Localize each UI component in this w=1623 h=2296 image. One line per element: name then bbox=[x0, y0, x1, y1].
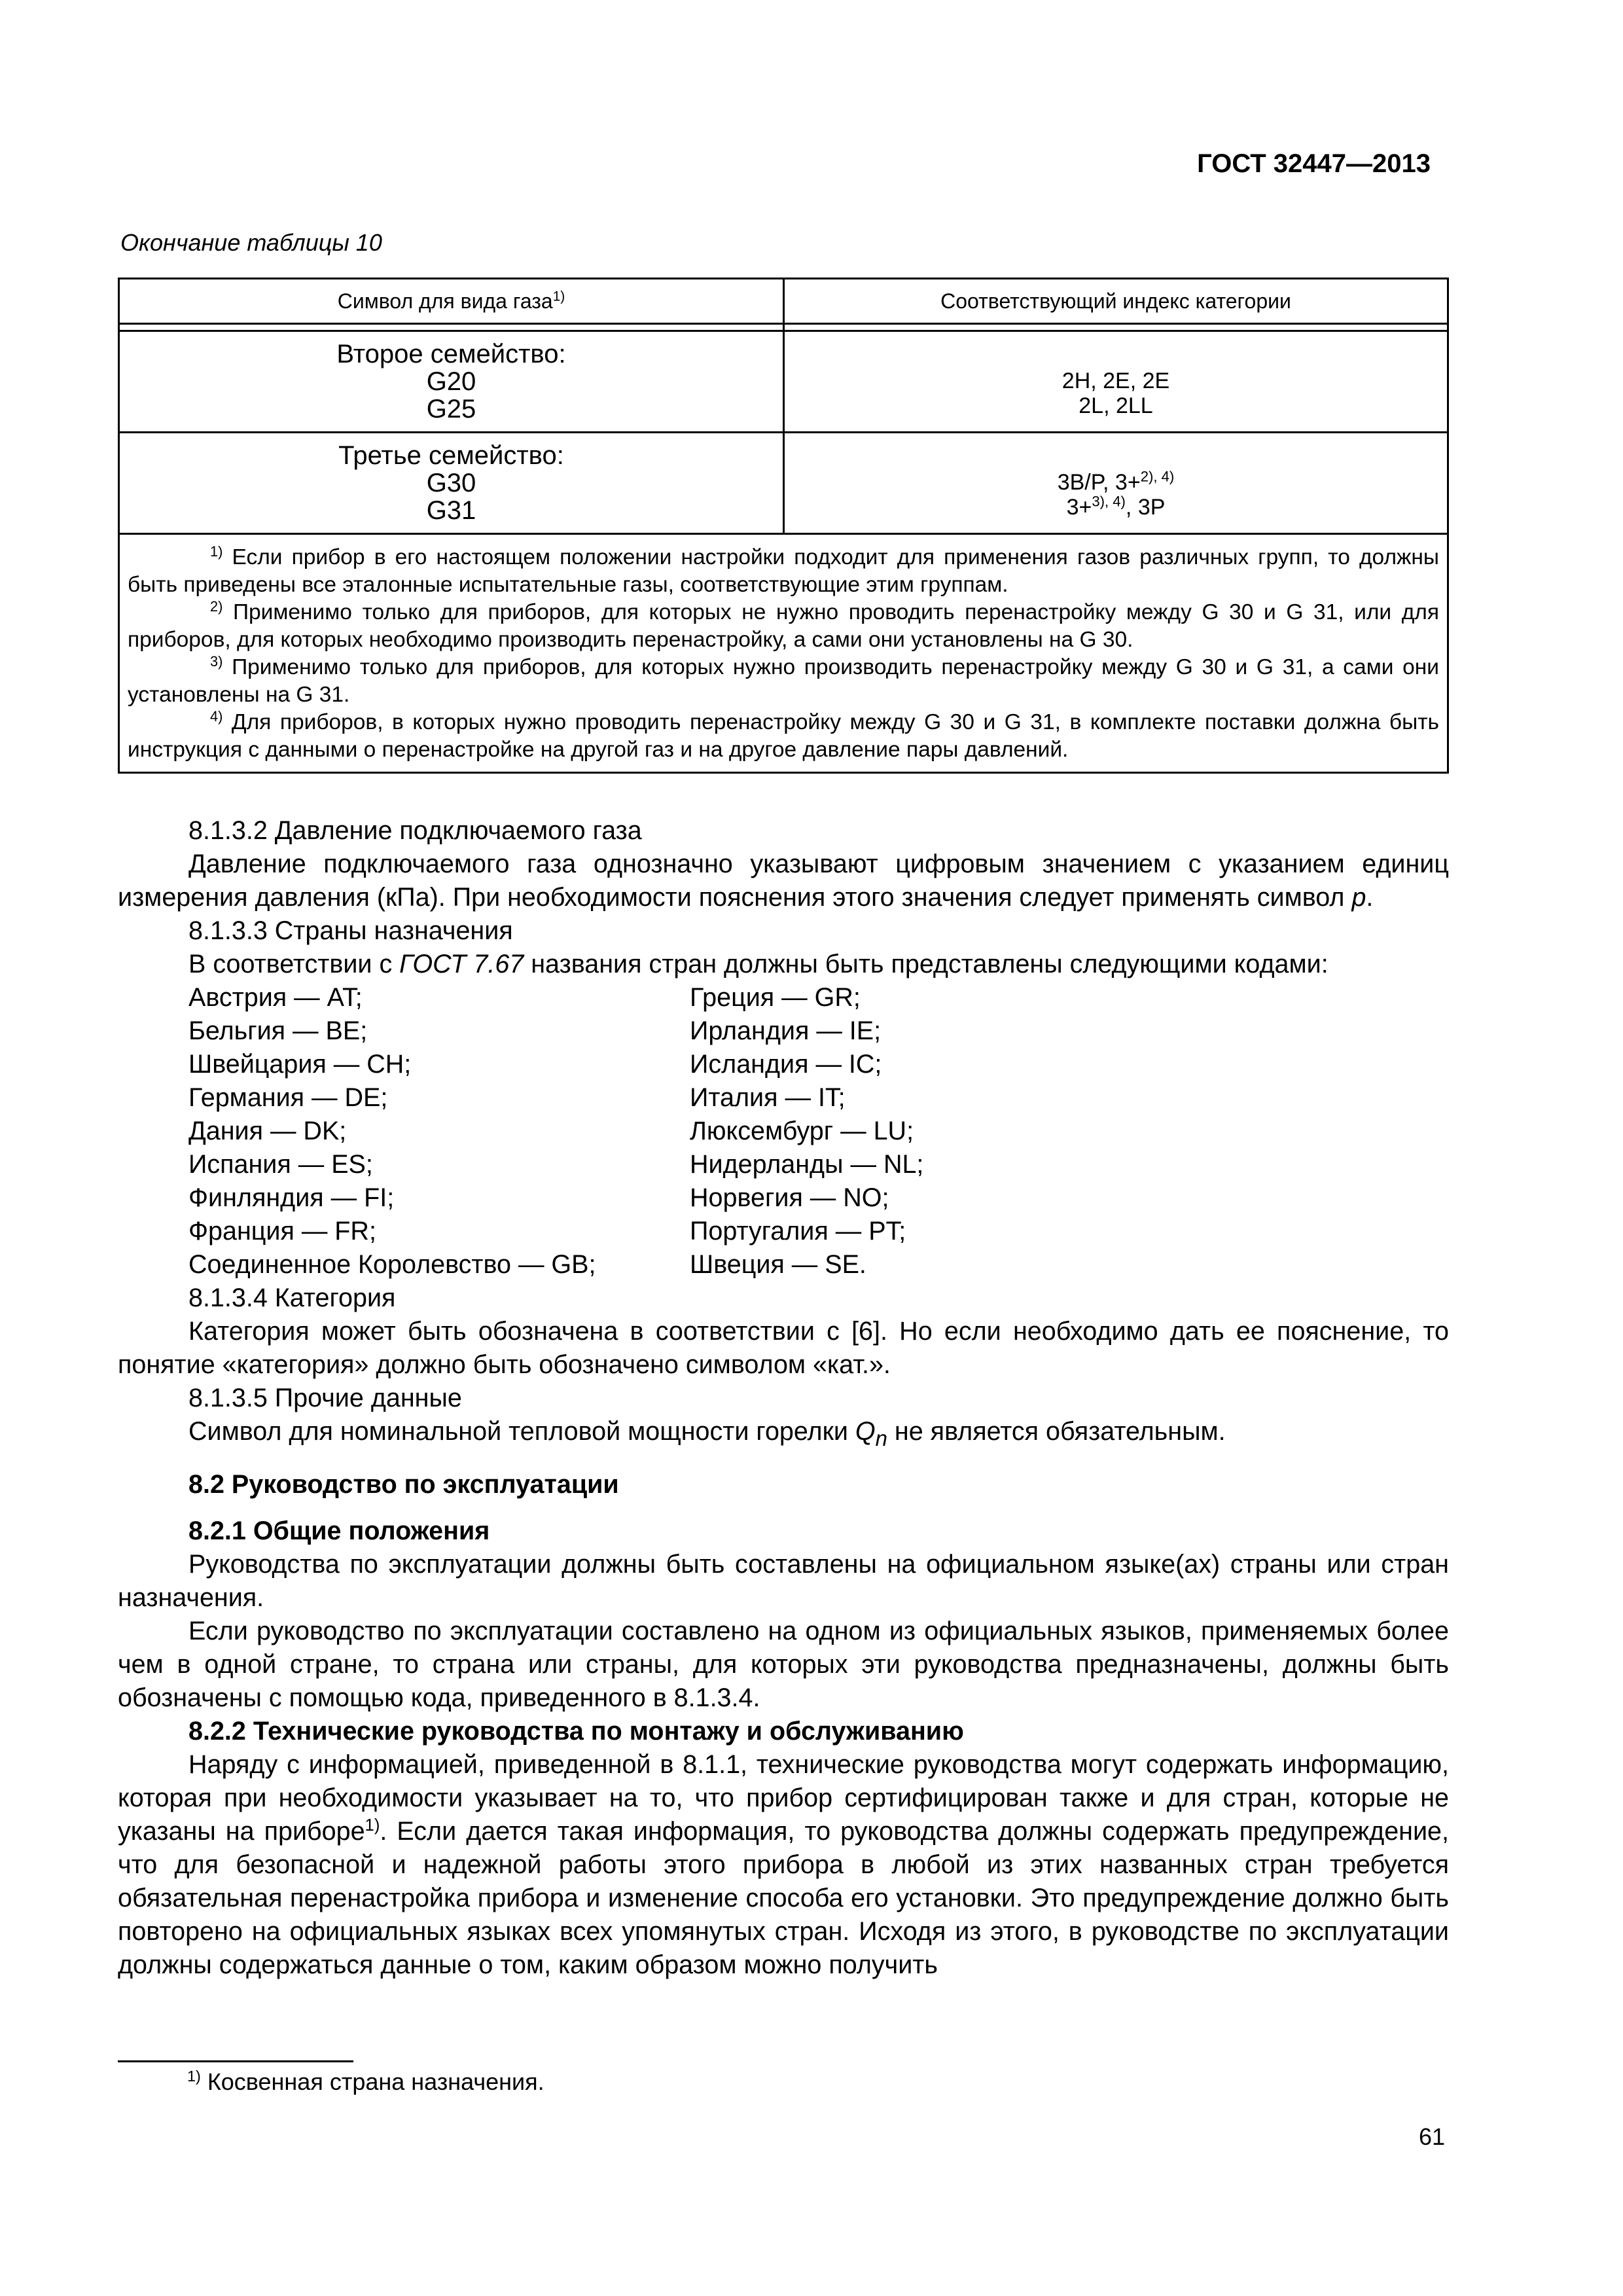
table-cell-gas: Второе семейство: G20 G25 bbox=[119, 331, 784, 433]
list-item: Германия — DE; bbox=[188, 1083, 388, 1112]
list-item: Швеция — SE. bbox=[690, 1250, 866, 1279]
section-title-8-2-1: 8.2.1 Общие положения bbox=[188, 1516, 490, 1545]
table-header-index: Соответствующий индекс категории bbox=[784, 279, 1448, 324]
list-item: Португалия — PT; bbox=[690, 1217, 906, 1246]
paragraph: В соответствии с ГОСТ 7.67 названия стран должны быть представлены следующими кодами: bbox=[188, 950, 1329, 978]
table-cell-index: 3B/P, 3+$^{2), 4)}$ 3+$^{3), 4)}$, 3P bbox=[784, 433, 1448, 534]
page-footnote: $^{1)}$ Косвенная страна назначения. bbox=[187, 2068, 544, 2095]
country-column-left bbox=[188, 981, 690, 1282]
country-column-right bbox=[690, 981, 923, 1282]
footnote-separator bbox=[118, 2060, 353, 2062]
gas-category-table bbox=[118, 278, 1449, 774]
page-number: 61 bbox=[1418, 2123, 1445, 2150]
table-note: $^{1)}$ Если прибор в его настоящем положении настройки подходит для применения газов различных групп, то должны быть приведены все эталонные испытательные газы, соответствующие этим группам. bbox=[128, 543, 1439, 597]
list-item: Ирландия — IE; bbox=[690, 1016, 882, 1045]
list-item: Исландия — IC; bbox=[690, 1050, 882, 1079]
paragraph: Категория может быть обозначена в соответствии с [6]. Но если необходимо дать ее пояснение, то понятие «категория» должно быть обозначено символом «кат.». bbox=[118, 1317, 1449, 1379]
standard-designation: ГОСТ 32447—2013 bbox=[1197, 149, 1431, 178]
country-codes-list bbox=[118, 981, 1449, 1282]
table-row bbox=[119, 331, 1448, 433]
table-notes bbox=[119, 534, 1448, 773]
list-item: Соединенное Королевство — GB; bbox=[188, 1250, 596, 1279]
list-item: Швейцария — CH; bbox=[188, 1050, 412, 1079]
paragraph: Давление подключаемого газа однозначно указывают цифровым значением с указанием единиц измерения давления (кПа). При необходимости пояснения этого значения следует применять символ p. bbox=[118, 850, 1449, 912]
document-body bbox=[118, 814, 1449, 1982]
list-item: Греция — GR; bbox=[690, 983, 861, 1012]
list-item: Бельгия — BE; bbox=[188, 1016, 368, 1045]
paragraph: Символ для номинальной тепловой мощности горелки $Q_n$ не является обязательным. bbox=[188, 1417, 1226, 1450]
table-row bbox=[119, 433, 1448, 534]
list-item: Италия — IT; bbox=[690, 1083, 846, 1112]
table-cell-index: 2H, 2E, 2E 2L, 2LL bbox=[784, 331, 1448, 433]
table-cell-gas: Третье семейство: G30 G31 bbox=[119, 433, 784, 534]
section-title-8-1-3-4: 8.1.3.4 Категория bbox=[188, 1283, 396, 1312]
section-title-8-1-3-5: 8.1.3.5 Прочие данные bbox=[188, 1384, 462, 1412]
paragraph: Если руководство по эксплуатации составлено на одном из официальных языков, применяемых более чем в одной стране, то страна или страны, для которых эти руководства предназначены, должны быть обозначены с помощью кода, приведенного в 8.1.3.4. bbox=[118, 1616, 1449, 1712]
table-note: $^{3)}$ Применимо только для приборов, для которых нужно производить перенастройку между G 30 и G 31, а сами они установлены на G 31. bbox=[128, 653, 1439, 707]
list-item: Финляндия — FI; bbox=[188, 1183, 395, 1212]
section-title-8-2: 8.2 Руководство по эксплуатации bbox=[188, 1469, 619, 1499]
table-header-symbol: Символ для вида газа$^{1)}$ bbox=[119, 279, 784, 324]
list-item: Люксембург — LU; bbox=[690, 1117, 914, 1145]
list-item: Франция — FR; bbox=[188, 1217, 376, 1246]
list-item: Австрия — AT; bbox=[188, 983, 363, 1012]
table-caption: Окончание таблицы 10 bbox=[120, 229, 382, 256]
list-item: Норвегия — NO; bbox=[690, 1183, 889, 1212]
list-item: Испания — ES; bbox=[188, 1150, 373, 1179]
table-note: $^{2)}$ Применимо только для приборов, для которых не нужно проводить перенастройку между G 30 и G 31, или для приборов, для которых необходимо производить перенастройку, а сами они установлены на G 30. bbox=[128, 598, 1439, 652]
section-title-8-1-3-2: 8.1.3.2 Давление подключаемого газа bbox=[188, 816, 642, 845]
section-title-8-2-2: 8.2.2 Технические руководства по монтажу и обслуживанию bbox=[188, 1716, 964, 1746]
table-note: $^{4)}$ Для приборов, в которых нужно проводить перенастройку между G 30 и G 31, в комплекте поставки должна быть инструкция с данными о перенастройке на другой газ и на другое давление пары давлений. bbox=[128, 708, 1439, 762]
list-item: Нидерланды — NL; bbox=[690, 1150, 924, 1179]
paragraph: Руководства по эксплуатации должны быть составлены на официальном языке(ах) страны или стран назначения. bbox=[118, 1549, 1449, 1612]
section-title-8-1-3-3: 8.1.3.3 Страны назначения bbox=[188, 916, 513, 945]
list-item: Дания — DK; bbox=[188, 1117, 347, 1145]
paragraph: Наряду с информацией, приведенной в 8.1.1, технические руководства могут содержать информацию, которая при необходимости указывает на то, что прибор сертифицирован также и для стран, которые не указаны на приборе$^{1)}$. Если дается такая информация, то руководства должны содержать предупреждение, что для безопасной и надежной работы этого прибора в любой из этих названных стран требуется обязательная перенастройка прибора и изменение способа его установки. Это предупреждение должно быть повторено на официальных языках всех упомянутых стран. Исходя из этого, в руководстве по эксплуатации должны содержаться данные о том, каким образом можно получить bbox=[118, 1749, 1449, 1979]
